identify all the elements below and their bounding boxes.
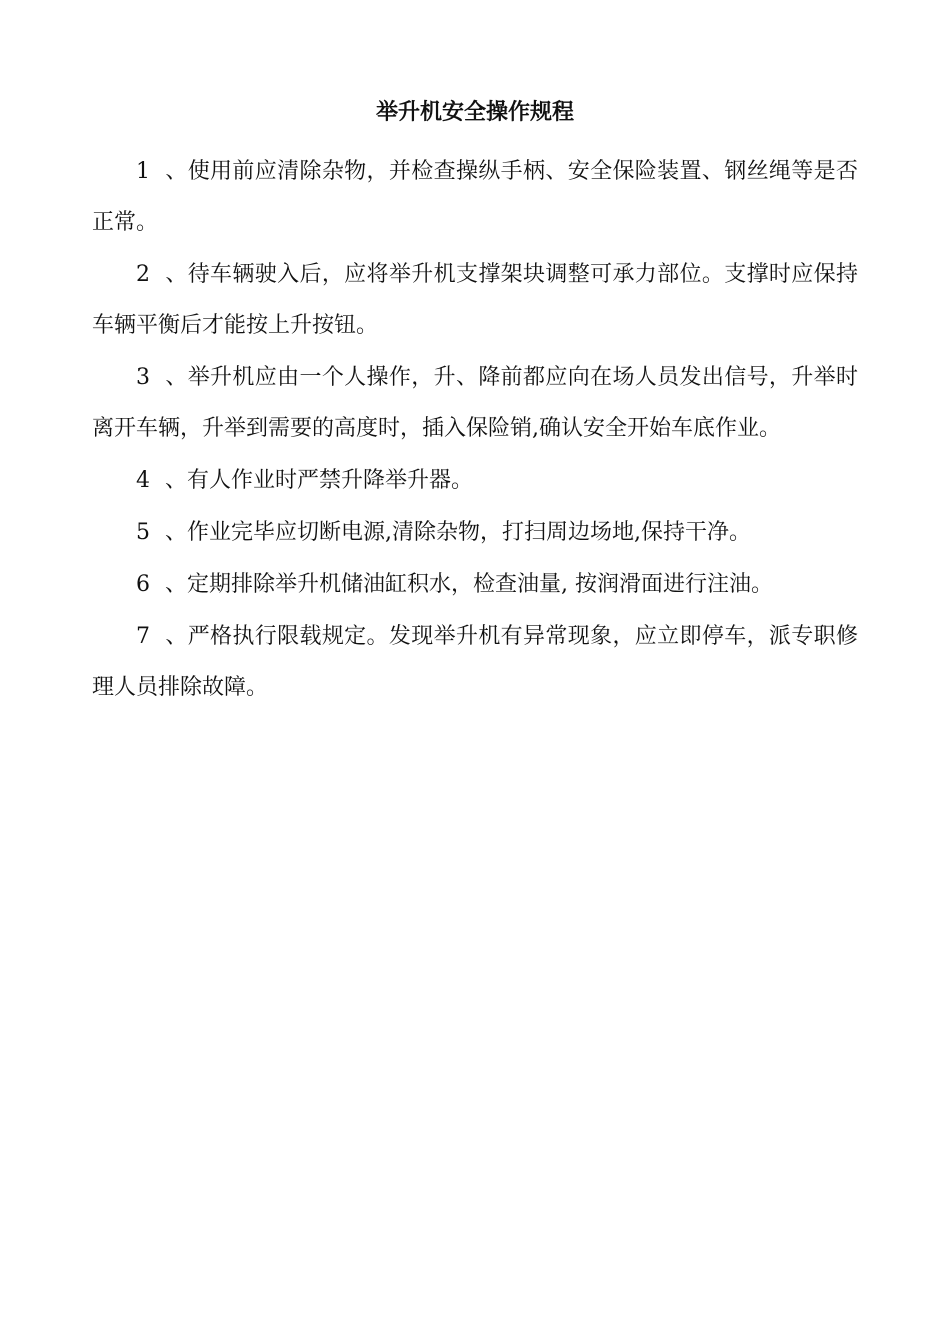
rule-number: 7 xyxy=(136,624,150,649)
rule-number: 5 xyxy=(136,520,150,545)
rule-number: 3 xyxy=(136,365,150,390)
document-title: 举升机安全操作规程 xyxy=(375,99,574,125)
rule-number: 4 xyxy=(136,468,150,493)
rule-text: 、待车辆驶入后，应将举升机支撑架块调整可承力部位。支撑时应保持车辆平衡后才能按上升按钮。 xyxy=(92,262,858,338)
rule-item-5 xyxy=(92,507,858,558)
rule-text: 、定期排除举升机储油缸积水，检查油量, 按润滑面进行注油。 xyxy=(158,572,773,597)
rule-text: 、使用前应清除杂物，并检查操纵手柄、安全保险装置、钢丝绳等是否正常。 xyxy=(92,159,858,235)
rule-item-6 xyxy=(92,559,858,610)
rule-text: 、作业完毕应切断电源,清除杂物，打扫周边场地,保持干净。 xyxy=(158,520,751,545)
rule-item-4 xyxy=(92,455,858,506)
rule-text: 、有人作业时严禁升降举升器。 xyxy=(158,468,473,493)
rule-number: 6 xyxy=(136,572,150,597)
rule-item-3 xyxy=(92,352,858,454)
rule-number: 1 xyxy=(136,159,150,184)
rule-item-2 xyxy=(92,249,858,351)
rule-item-1 xyxy=(92,146,858,248)
rule-item-7 xyxy=(92,611,858,713)
rule-number: 2 xyxy=(136,262,150,287)
rule-text: 、严格执行限载规定。发现举升机有异常现象，应立即停车，派专职修理人员排除故障。 xyxy=(92,624,858,700)
document-body xyxy=(92,94,858,714)
rule-text: 、举升机应由一个人操作，升、降前都应向在场人员发出信号，升举时离开车辆，升举到需要的高度时，插入保险销,确认安全开始车底作业。 xyxy=(92,365,858,441)
